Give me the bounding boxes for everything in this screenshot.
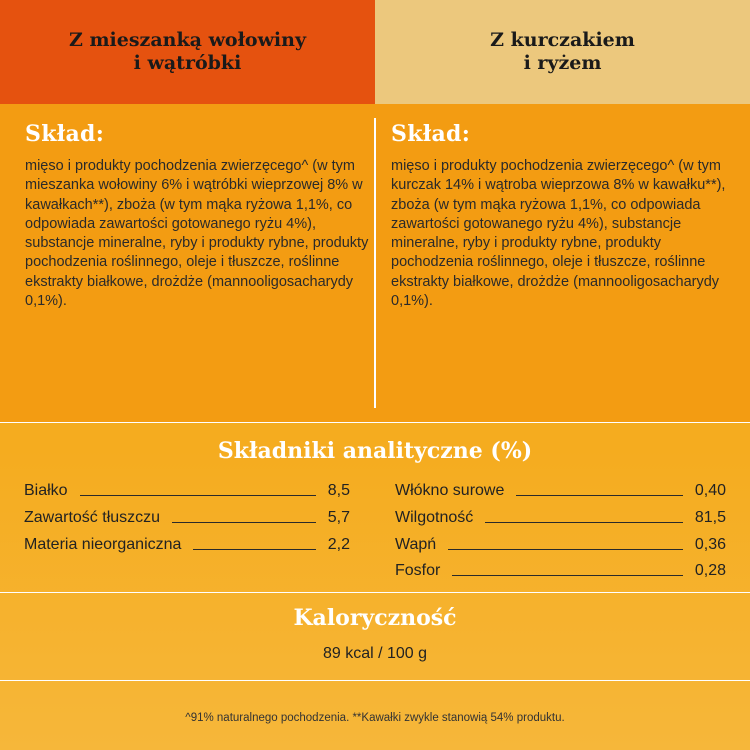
composition-left-heading: Skład: — [25, 121, 105, 147]
composition-right — [391, 104, 750, 311]
tab-chicken-rice[interactable] — [375, 0, 750, 104]
composition-section — [0, 104, 750, 422]
composition-left — [25, 104, 385, 311]
leader-line — [452, 567, 683, 576]
analytical-row — [24, 534, 350, 556]
analytical-label: Wilgotność — [395, 509, 474, 526]
analytical-label: Włókno surowe — [395, 482, 505, 499]
footnote: ^91% naturalnego pochodzenia. **Kawałki zwykle stanowią 54% produktu. — [185, 712, 565, 724]
leader-line — [485, 514, 683, 523]
column-divider — [374, 118, 376, 408]
tab-beef-liver[interactable] — [0, 0, 375, 104]
analytical-label: Zawartość tłuszczu — [24, 509, 161, 526]
analytical-title: Składniki analityczne (%) — [217, 438, 533, 464]
analytical-row — [395, 480, 726, 502]
leader-line — [172, 514, 316, 523]
tab-beef-liver-title: Z mieszanką wołowiny i wątróbki — [68, 29, 307, 74]
analytical-row — [395, 560, 726, 582]
analytical-row — [395, 534, 726, 556]
analytical-value: 0,36 — [694, 536, 726, 553]
leader-line — [193, 541, 315, 550]
composition-left-text: mięso i produkty pochodzenia zwierzęcego^ (w tym mieszanka wołowiny 6% i wątróbki wieprzowej 8% w kawałkach**), zboża (w tym mąka ryżowa 1,1%, co odpowiada zawartości gotowanego ryżu 4%), substancje mineralne, ryby i produkty rybne, produkty pochodzenia roślinnego, oleje i tłuszcze, roślinne ekstrakty białkowe, drożdże (mannooligosacharydy 0,1%). — [25, 158, 369, 310]
analytical-row — [24, 507, 350, 529]
analytical-value: 0,40 — [694, 482, 726, 499]
analytical-row — [24, 480, 350, 502]
calories-value: 89 kcal / 100 g — [322, 645, 428, 662]
composition-right-heading: Skład: — [391, 121, 471, 147]
analytical-value: 0,28 — [694, 562, 726, 579]
section-divider — [0, 422, 750, 423]
analytical-label: Wapń — [395, 536, 437, 553]
analytical-row — [395, 507, 726, 529]
leader-line — [448, 541, 683, 550]
analytical-value: 81,5 — [694, 509, 726, 526]
leader-line — [516, 487, 682, 496]
analytical-value: 5,7 — [327, 509, 350, 526]
analytical-value: 2,2 — [327, 536, 350, 553]
tab-chicken-rice-title: Z kurczakiem i ryżem — [490, 29, 635, 74]
analytical-label: Fosfor — [395, 562, 441, 579]
section-divider — [0, 592, 750, 593]
leader-line — [80, 487, 316, 496]
calories-title: Kaloryczność — [293, 605, 457, 631]
section-divider — [0, 680, 750, 681]
composition-right-text: mięso i produkty pochodzenia zwierzęcego^ (w tym kurczak 14% i wątroba wieprzowa 8% w kawałku**), zboża (w tym mąka ryżowa 1,1%, co odpowiada zawartości gotowanego ryżu 4%), substancje mineralne, ryby i produkty rybne, produkty pochodzenia roślinnego, oleje i tłuszcze, roślinne ekstrakty białkowe, drożdże (mannooligosacharydy 0,1%). — [391, 158, 726, 310]
analytical-label: Białko — [24, 482, 68, 499]
variant-tabs — [0, 0, 750, 104]
analytical-label: Materia nieorganiczna — [24, 536, 182, 553]
analytical-value: 8,5 — [327, 482, 350, 499]
